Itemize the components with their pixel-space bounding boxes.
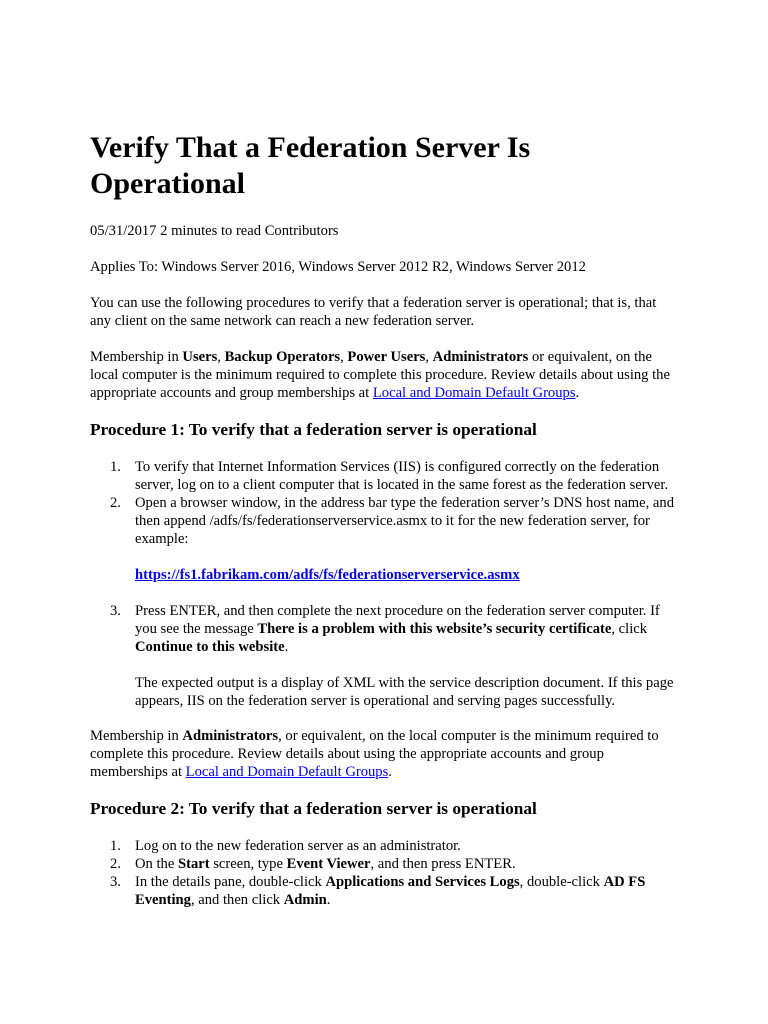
membership-end: . bbox=[388, 764, 392, 780]
group-users: Users bbox=[182, 349, 218, 365]
step-text: . bbox=[326, 892, 331, 908]
group-administrators: Administrators bbox=[182, 728, 279, 744]
procedure-2-step-2 bbox=[90, 855, 680, 873]
step-text: On the bbox=[135, 856, 178, 872]
meta-line: 05/31/2017 2 minutes to read Contributors bbox=[90, 223, 339, 239]
group-power-users: Power Users bbox=[347, 349, 426, 365]
step-number: 3. bbox=[110, 874, 121, 890]
group-separator: , bbox=[340, 349, 348, 365]
step-number: 1. bbox=[110, 838, 121, 854]
expected-output-paragraph: The expected output is a display of XML with the service description document. If this page appears, IIS on the federation server is operational and serving pages successfully. bbox=[135, 675, 674, 709]
membership-end: . bbox=[575, 385, 580, 401]
intro-paragraph: You can use the following procedures to verify that a federation server is operational; that is, that any client on the same network can reach a new federation server. bbox=[90, 295, 657, 329]
example-url-line bbox=[135, 566, 680, 584]
step-text: In the details pane, double-click bbox=[135, 874, 326, 890]
procedure-1-steps bbox=[90, 458, 680, 710]
group-separator: , bbox=[217, 349, 225, 365]
ad-fs-eventing-label: AD FS Eventing bbox=[135, 874, 646, 908]
step-text: , and then click bbox=[190, 892, 284, 908]
federation-service-url-link[interactable]: https://fs1.fabrikam.com/adfs/fs/federationserverservice.asmx bbox=[135, 567, 520, 583]
step-number: 3. bbox=[110, 603, 121, 619]
step-text: , and then press ENTER. bbox=[370, 856, 516, 872]
group-administrators: Administrators bbox=[432, 349, 529, 365]
membership-suffix: or equivalent, on the local computer is the minimum required to complete this procedure. Review details about using the appropriate accounts and group memberships at bbox=[90, 349, 670, 401]
step-text: screen, type bbox=[209, 856, 287, 872]
step-text: To verify that Internet Information Services (IIS) is configured correctly on the federation server, log on to a client computer that is located in the same forest as the federation server. bbox=[135, 459, 669, 493]
procedure-2-step-1 bbox=[90, 837, 680, 855]
membership-prefix: Membership in bbox=[90, 349, 183, 365]
procedure-1-heading: Procedure 1: To verify that a federation server is operational bbox=[90, 420, 537, 439]
page-title: Verify That a Federation Server Is Operational bbox=[90, 131, 531, 200]
step-number: 2. bbox=[110, 495, 121, 511]
step-text: . bbox=[284, 639, 289, 655]
step-number: 1. bbox=[110, 459, 121, 475]
step-text: Press ENTER, and then complete the next procedure on the federation server computer. If you see the message bbox=[135, 603, 660, 637]
procedure-2-step-3 bbox=[90, 873, 680, 909]
event-viewer-label: Event Viewer bbox=[286, 856, 371, 872]
membership-paragraph-2 bbox=[90, 727, 680, 781]
membership-prefix: Membership in bbox=[90, 728, 183, 744]
step-text: , click bbox=[611, 621, 648, 637]
applies-to: Applies To: Windows Server 2016, Windows Server 2012 R2, Windows Server 2012 bbox=[90, 259, 586, 275]
procedure-1-step-3 bbox=[90, 602, 680, 710]
procedure-1-step-2 bbox=[90, 494, 680, 584]
step-text: , double-click bbox=[519, 874, 604, 890]
membership-suffix: , or equivalent, on the local computer is the minimum required to complete this procedure. Review details about using the appropriate accounts and group memberships at bbox=[90, 728, 659, 780]
default-groups-link-2[interactable]: Local and Domain Default Groups bbox=[185, 764, 389, 780]
group-separator: , bbox=[425, 349, 433, 365]
continue-to-website-label: Continue to this website bbox=[135, 639, 285, 655]
admin-label: Admin bbox=[283, 892, 327, 908]
procedure-2-heading: Procedure 2: To verify that a federation server is operational bbox=[90, 799, 537, 818]
procedure-1-step-1 bbox=[90, 458, 680, 494]
security-certificate-message: There is a problem with this website’s security certificate bbox=[257, 621, 612, 637]
group-backup-operators: Backup Operators bbox=[224, 349, 341, 365]
step-number: 2. bbox=[110, 856, 121, 872]
step-text: Open a browser window, in the address bar type the federation server’s DNS host name, and then append /adfs/fs/federationserverservice.asmx to it for the new federation server, for example: bbox=[135, 495, 675, 547]
default-groups-link-1[interactable]: Local and Domain Default Groups bbox=[372, 385, 576, 401]
start-label: Start bbox=[177, 856, 210, 872]
procedure-2-steps bbox=[90, 837, 680, 909]
membership-paragraph-1 bbox=[90, 348, 680, 402]
applications-services-logs-label: Applications and Services Logs bbox=[325, 874, 520, 890]
step-text: Log on to the new federation server as an administrator. bbox=[135, 838, 461, 854]
